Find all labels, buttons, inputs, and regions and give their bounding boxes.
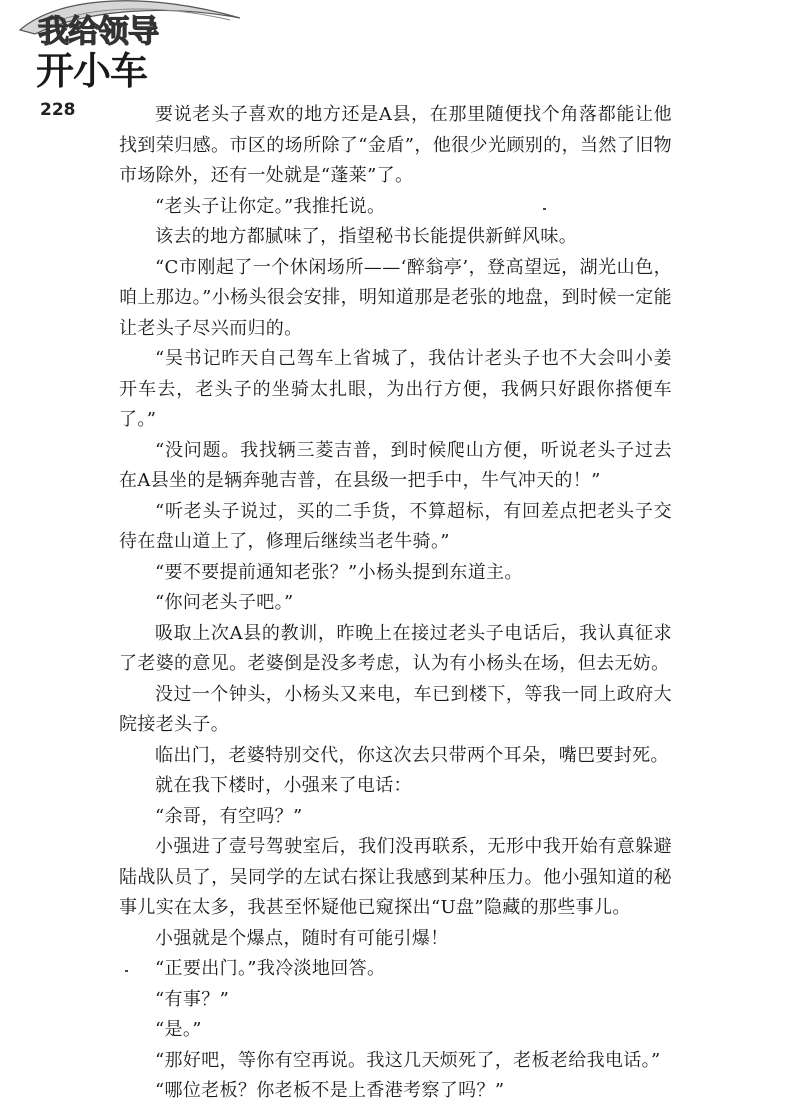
paragraph: 没过一个钟头，小杨头又来电，车已到楼下，等我一同上政府大院接老头子。 — [119, 683, 672, 735]
paragraph: 小强进了壹号驾驶室后，我们没再联系，无形中我开始有意躲避陆战队员了，吴同学的左试右探让我感到某种压力。他小强知道的秘事儿实在太多，我甚至怀疑他已窥探出“U盘”隐藏的那些事儿。 — [119, 836, 672, 918]
scan-speck — [543, 208, 546, 210]
paragraph: 临出门，老婆特别交代，你这次去只带两个耳朵，嘴巴要封死。 — [155, 744, 669, 766]
paragraph: “是。” — [155, 1019, 202, 1040]
paragraph: 要说老头子喜欢的地方还是A县，在那里随便找个角落都能让他找到荣归感。市区的场所除了“金盾”，他很少光顾别的，当然了旧物市场除外，还有一处就是“蓬莱”了。 — [119, 104, 672, 186]
paragraph: 吸取上次A县的教训，昨晚上在接过老头子电话后，我认真征求了老婆的意见。老婆倒是没多考虑，认为有小杨头在场，但去无妨。 — [119, 622, 672, 674]
paragraph: “有事？” — [155, 988, 230, 1010]
paragraph: “你问老头子吧。” — [155, 592, 294, 613]
page-number: 228 — [40, 100, 76, 120]
logo-title-line1: 我给领导 — [38, 14, 158, 50]
paragraph: “老头子让你定。”我推托说。 — [155, 195, 386, 217]
paragraph: “正要出门。”我冷淡地回答。 — [155, 958, 386, 979]
paragraph: 小强就是个爆点，随时有可能引爆！ — [155, 927, 449, 949]
paragraph: “哪位老板？你老板不是上香港考察了吗？” — [155, 1080, 505, 1101]
paragraph: “没问题。我找辆三菱吉普，到时候爬山方便，听说老头子过去在A县坐的是辆奔驰吉普，在县级一把手中，牛气冲天的！” — [119, 439, 672, 491]
paragraph: “C市刚起了一个休闲场所——‘醉翁亭’，登高望远，湖光山色，咱上那边。”小杨头很会安排，明知道那是老张的地盘，到时候一定能让老头子尽兴而归的。 — [119, 256, 672, 339]
paragraph: “听老头子说过，买的二手货，不算超标，有回差点把老头子交待在盘山道上了，修理后继续当老牛骑。” — [119, 500, 672, 552]
body-text — [119, 100, 672, 1107]
scan-speck — [125, 970, 128, 972]
paragraph: 该去的地方都腻味了，指望秘书长能提供新鲜风味。 — [155, 226, 578, 247]
paragraph: “那好吧，等你有空再说。我这几天烦死了，老板老给我电话。” — [155, 1049, 661, 1071]
book-title-logo — [0, 0, 250, 93]
paragraph: “余哥，有空吗？” — [155, 805, 303, 827]
logo-title-line2: 开小车 — [36, 49, 148, 93]
paragraph: “吴书记昨天自己驾车上省城了，我估计老头子也不大会叫小姜开车去，老头子的坐骑太扎眼，为出行方便，我俩只好跟你搭便车了。” — [119, 348, 672, 430]
paragraph: 就在我下楼时，小强来了电话： — [155, 775, 412, 796]
paragraph: “要不要提前通知老张？”小杨头提到东道主。 — [155, 561, 523, 583]
